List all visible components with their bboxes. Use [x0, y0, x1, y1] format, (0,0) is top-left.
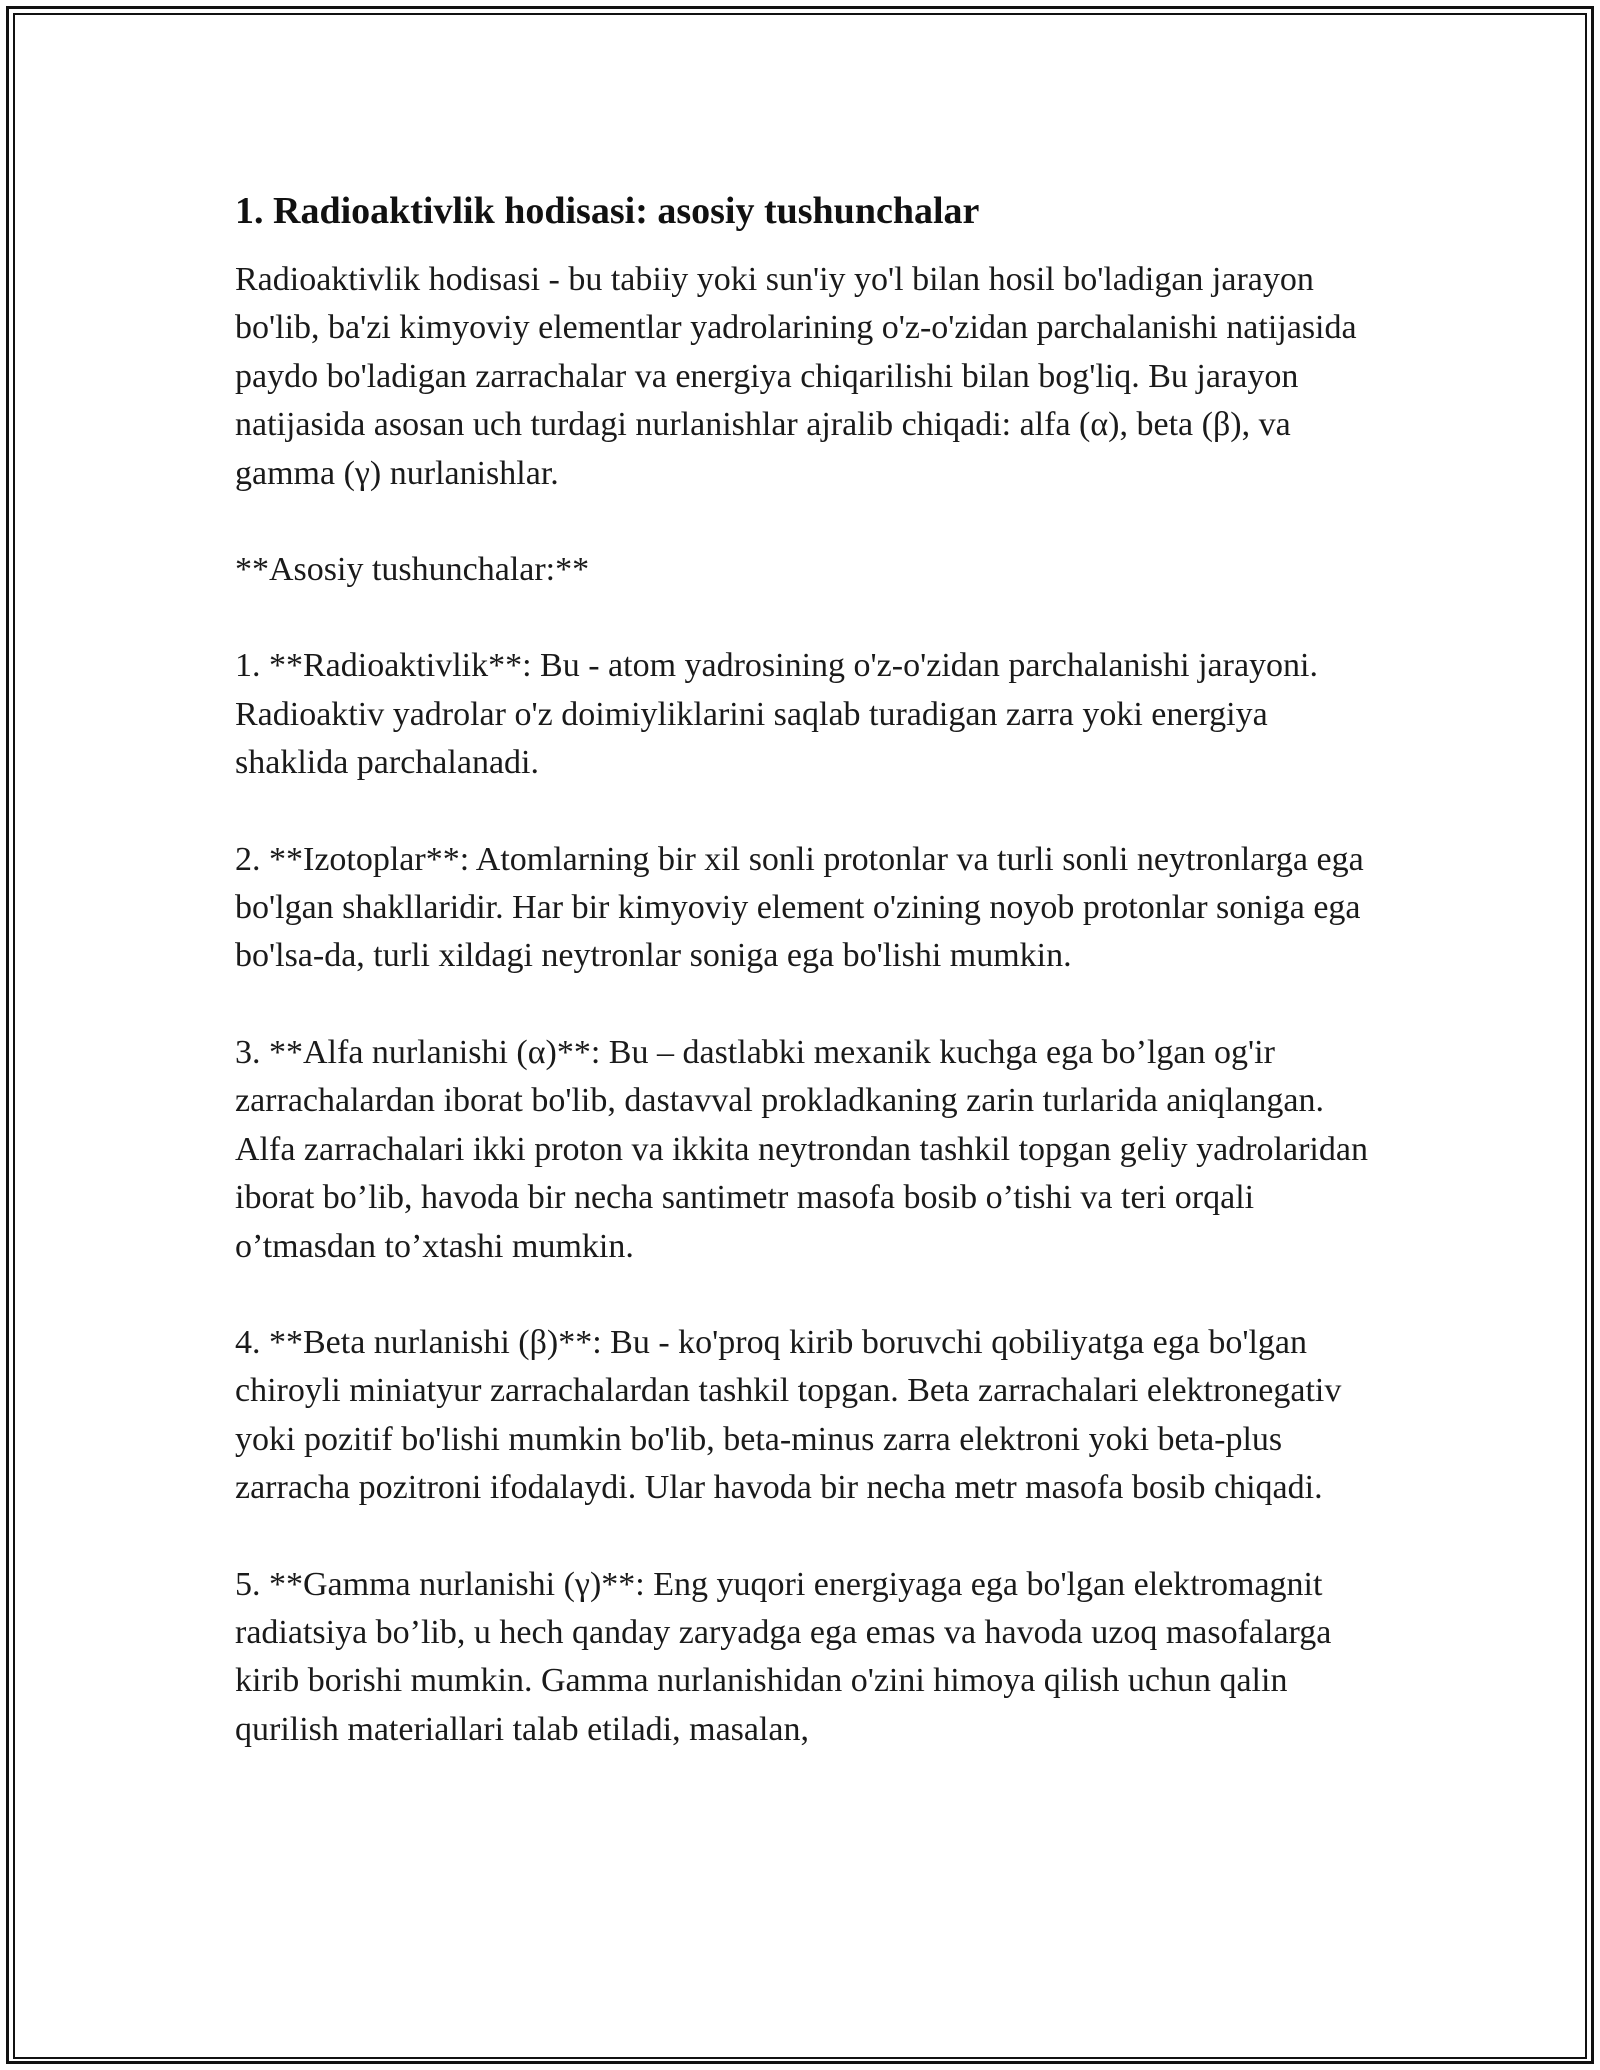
list-item-beta-radiation: 4. **Beta nurlanishi (β)**: Bu - ko'proq kirib boruvchi qobiliyatga ega bo'lgan chiroyli miniatyur zarrachalardan tashkil topgan. Beta zarrachalari elektronegativ yoki pozitif bo'lishi mumkin bo'lib, beta-minus zarra elektroni yoki beta-plus zarracha pozitroni ifodalaydi. Ular havoda bir necha metr masofa bosib chiqadi.	[235, 1323, 1342, 1507]
list-item-gamma-radiation: 5. **Gamma nurlanishi (γ)**: Eng yuqori energiyaga ega bo'lgan elektromagnit radiatsiya bo’lib, u hech qanday zaryadga ega emas va havoda uzoq masofalarga kirib borishi mumkin. Gamma nurlanishidan o'zini himoya qilish uchun qalin qurilish materiallari talab etiladi, masalan,	[235, 1565, 1332, 1748]
concepts-subheading: **Asosiy tushunchalar:**	[235, 551, 590, 589]
intro-paragraph: Radioaktivlik hodisasi - bu tabiiy yoki sun'iy yo'l bilan hosil bo'ladigan jarayon bo'lib, ba'zi kimyoviy elementlar yadrolarining o'z-o'zidan parchalanishi natijasida paydo bo'ladigan zarrachalar va energiya chiqarilishi bilan bog'liq. Bu jarayon natijasida asosan uch turdagi nurlanishlar ajralib chiqadi: alfa (α), beta (β), va gamma (γ) nurlanishlar.	[235, 261, 1357, 492]
list-item-radioactivity: 1. **Radioaktivlik**: Bu - atom yadrosining o'z-o'zidan parchalanishi jarayoni. Radioaktiv yadrolar o'z doimiyliklarini saqlab turadigan zarra yoki energiya shaklida parchalanadi.	[235, 647, 1319, 782]
list-item-isotopes: 2. **Izotoplar**: Atomlarning bir xil sonli protonlar va turli sonli neytronlarga ega bo'lgan shakllaridir. Har bir kimyoviy element o'zining noyob protonlar soniga ega bo'lsa-da, turli xildagi neytronlar soniga ega bo'lishi mumkin.	[235, 840, 1364, 975]
list-item-alpha-radiation: 3. **Alfa nurlanishi (α)**: Bu – dastlabki mexanik kuchga ega bo’lgan og'ir zarrachalardan iborat bo'lib, dastavval prokladkaning zarin turlarida aniqlangan. Alfa zarrachalari ikki proton va ikkita neytrondan tashkil topgan geliy yadrolaridan iborat bo’lib, havoda bir necha santimetr masofa bosib o’tishi va teri orqali o’tmasdan to’xtashi mumkin.	[235, 1033, 1368, 1265]
document-body	[235, 186, 1385, 1754]
section-heading: 1. Radioaktivlik hodisasi: asosiy tushunchalar	[235, 190, 980, 232]
